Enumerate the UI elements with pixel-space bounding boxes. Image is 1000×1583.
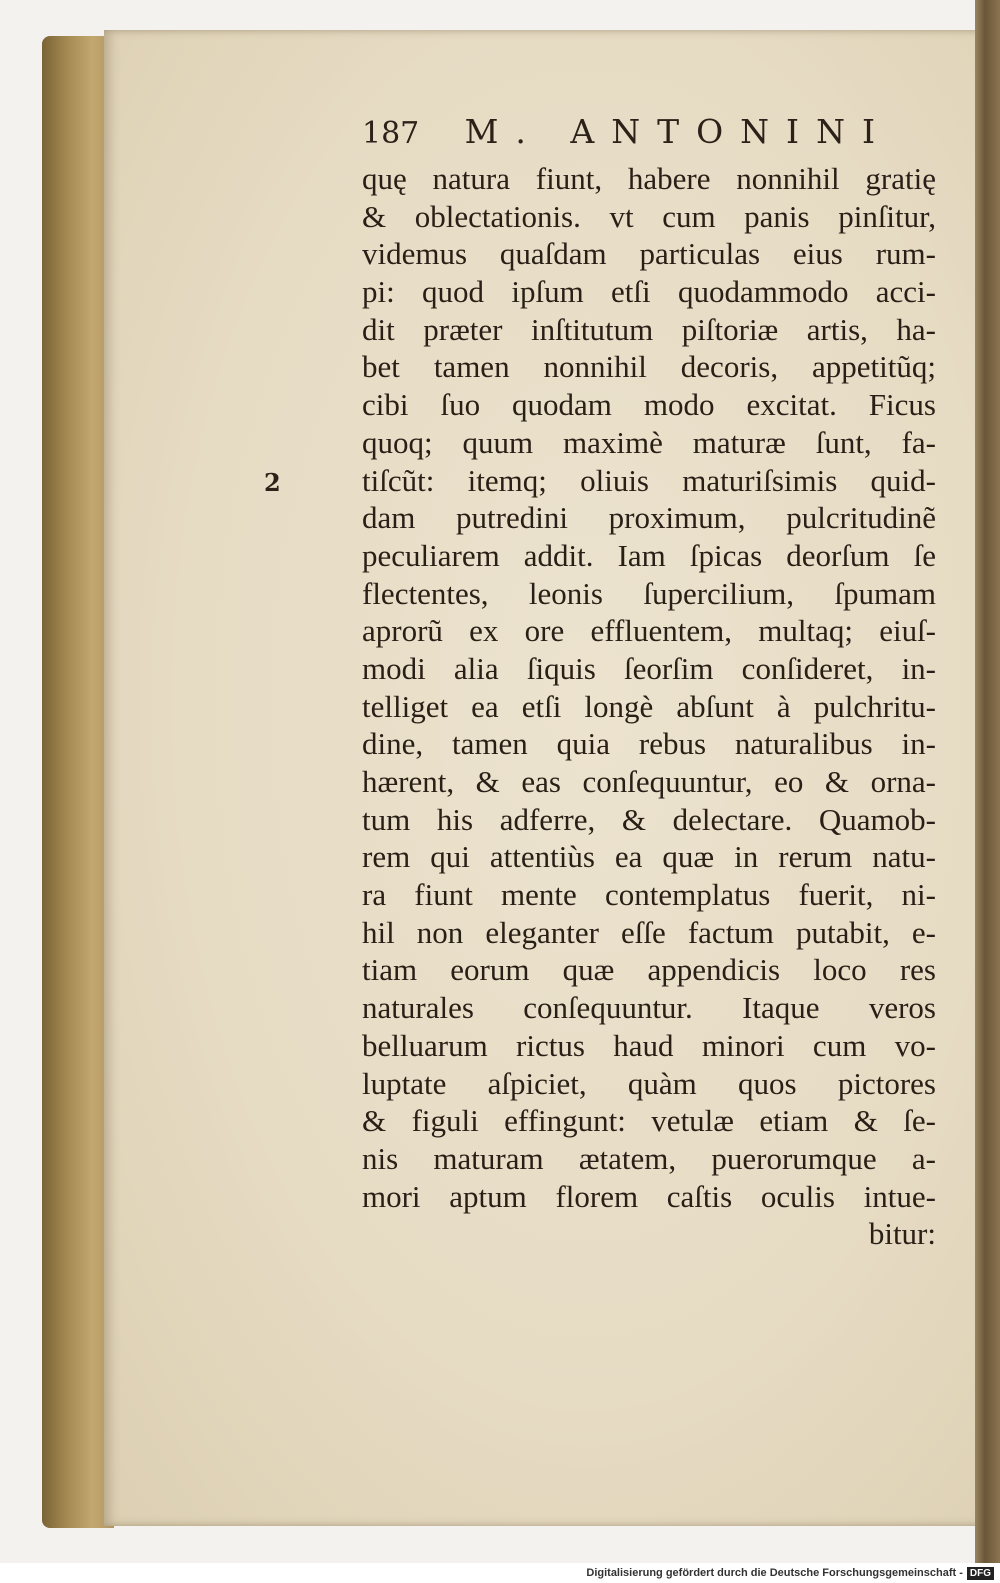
text-line: peculiarem addit. Iam ſpicas deorſum ſe	[362, 537, 936, 573]
text-line: ra fiunt mente contemplatus fuerit, ni-	[362, 877, 936, 913]
dfg-logo-icon: DFG	[967, 1567, 994, 1580]
body-text	[362, 160, 936, 1253]
text-line: naturales conſequuntur. Itaque veros	[362, 990, 936, 1026]
text-line: & figuli effingunt: vetulæ etiam & ſe-	[362, 1103, 936, 1139]
text-line: & oblectationis. vt cum panis pinſitur,	[362, 198, 936, 234]
text-line: bet tamen nonnihil decoris, appetitũq;	[362, 349, 936, 385]
book-cover-edge	[975, 0, 1000, 1563]
text-line: quę natura fiunt, habere nonnihil gratię	[362, 161, 936, 196]
text-line: luptate aſpiciet, quàm quos pictores	[362, 1065, 936, 1101]
text-line: pi: quod ipſum etſi quodammodo acci-	[362, 274, 936, 310]
marginal-note: 2	[264, 468, 281, 497]
page-number: 187	[362, 116, 420, 151]
text-line: modi alia ſiquis ſeorſim conſideret, in-	[362, 650, 936, 686]
text-line: dine, tamen quia rebus naturalibus in-	[362, 726, 936, 762]
text-line: tiam eorum quæ appendicis loco res	[362, 952, 936, 988]
text-line: belluarum rictus haud minori cum vo-	[362, 1027, 936, 1063]
digitization-footer	[0, 1563, 1000, 1583]
text-line: quoq; quum maximè maturæ ſunt, fa-	[362, 424, 936, 460]
catchword: bitur:	[868, 1216, 936, 1252]
text-line: cibi ſuo quodam modo excitat. Ficus	[362, 387, 936, 423]
text-line: rem qui attentiùs ea quæ in rerum natu-	[362, 839, 936, 875]
text-line: flectentes, leonis ſupercilium, ſpumam	[362, 575, 936, 611]
text-line: dam putredini proximum, pulcritudinẽ	[362, 500, 936, 536]
text-line: tiſcũt: itemq; oliuis maturiſsimis quid-	[362, 462, 936, 498]
text-line: hærent, & eas conſequuntur, eo & orna-	[362, 764, 936, 799]
text-line: hil non eleganter eſſe factum putabit, e-	[362, 914, 936, 950]
running-title: M. ANTONINI	[464, 112, 892, 151]
text-line: nis maturam ætatem, puerorumque a-	[362, 1140, 936, 1176]
footer-credit: Digitalisierung gefördert durch die Deutsche Forschungsgemeinschaft -	[586, 1567, 963, 1579]
text-line: telliget ea etſi longè abſunt à pulchritu-	[362, 688, 936, 724]
text-line: mori aptum florem caſtis oculis intue-	[362, 1178, 936, 1214]
text-line: tum his adferre, & delectare. Quamob-	[362, 801, 936, 837]
text-line: dit præter inſtitutum piſtoriæ artis, ha-	[362, 311, 936, 347]
text-line: aprorũ ex ore effluentem, multaq; eiuſ-	[362, 613, 936, 649]
running-head	[362, 112, 892, 151]
text-line: videmus quaſdam particulas eius rum-	[362, 236, 936, 272]
